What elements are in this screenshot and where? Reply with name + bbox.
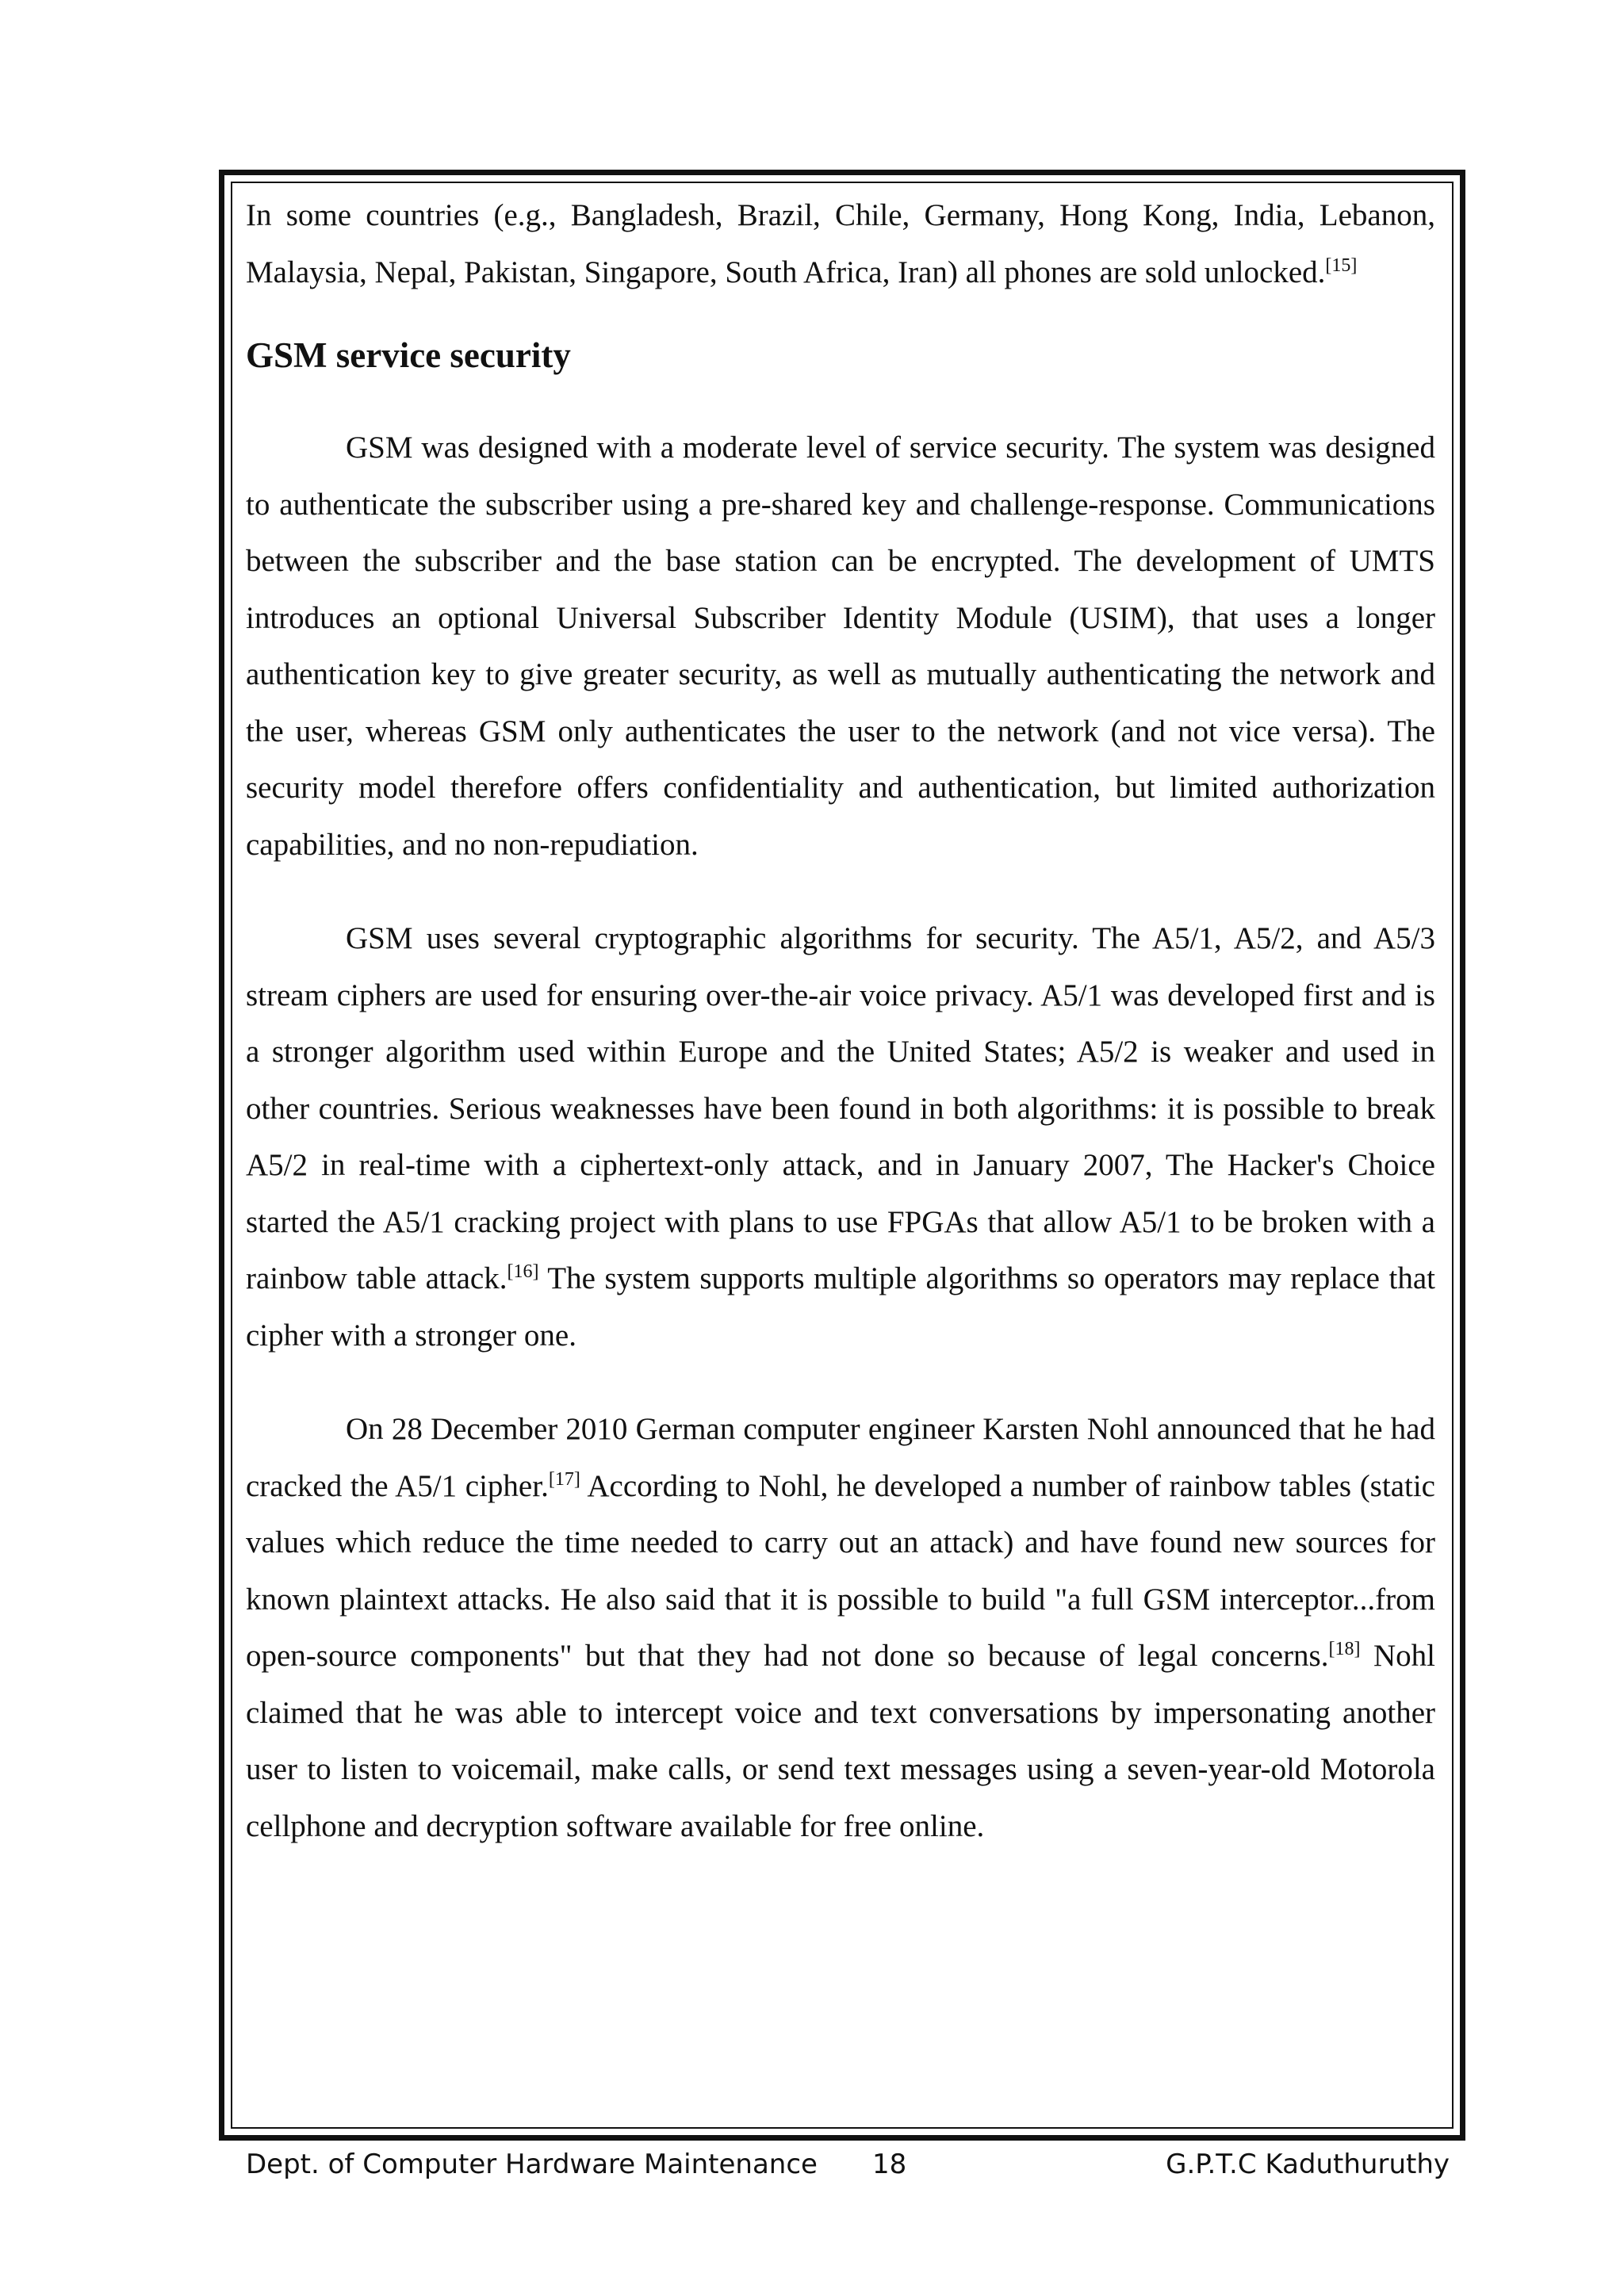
paragraph-text: GSM was designed with a moderate level of service security. The system was designed to authenticate the subscriber using a pre-shared key and challenge-response. Communications between the subscriber and the base station can be encrypted. The development of UMTS introduces an optional Universal Subscriber Identity Module (USIM), that uses a longer authentication key to give greater security, as well as mutually authenticating the network and the user, whereas GSM only authenticates the user to the network (and not vice versa). The security model therefore offers confidentiality and authentication, but limited authorization capabilities, and no non-repudiation. (246, 430, 1435, 862)
page-footer (0, 2142, 1624, 2190)
paragraph-text: Nohl claimed that he was able to intercept voice and text conversations by impersonating another user to listen to voicemail, make calls, or send text messages using a seven-year-old Motorola cellphone and decryption software available for free online. (246, 1639, 1435, 1843)
citation-ref: [18] (1328, 1639, 1361, 1659)
paragraph-nohl-cracking (246, 1401, 1435, 1854)
paragraph-service-security (246, 419, 1435, 873)
paragraph-text: According to Nohl, he developed a number of rainbow tables (static values which reduce the time needed to carry out an attack) and have found new sources for known plaintext attacks. He also said that it is possible to build "a full GSM interceptor...from open-source components" but that they had not done so because of legal concerns. (246, 1468, 1435, 1673)
citation-ref: [16] (507, 1261, 539, 1282)
paragraph-text: The system supports multiple algorithms so operators may replace that cipher with a stronger one. (246, 1261, 1435, 1353)
citation-ref: [15] (1325, 254, 1358, 276)
footer-page-number: 18 (872, 2149, 907, 2180)
section-heading: GSM service security (246, 335, 571, 375)
paragraph-text: In some countries (e.g., Bangladesh, Brazil, Chile, Germany, Hong Kong, India, Lebanon, Malaysia, Nepal, Pakistan, Singapore, South Africa, Iran) all phones are sold unlocked. (246, 198, 1435, 289)
paragraph-unlocked-phones (246, 187, 1435, 300)
citation-ref: [17] (548, 1468, 580, 1490)
footer-department: Dept. of Computer Hardware Maintenance (246, 2149, 818, 2180)
paragraph-text: GSM uses several cryptographic algorithms for security. The A5/1, A5/2, and A5/3 stream ciphers are used for ensuring over-the-air voice privacy. A5/1 was developed first and is a stronger algorithm used within Europe and the United States; A5/2 is weaker and used in other countries. Serious weaknesses have been found in both algorithms: it is possible to break A5/2 in real-time with a ciphertext-only attack, and in January 2007, The Hacker's Choice started the A5/1 cracking project with plans to use FPGAs that allow A5/1 to be broken with a rainbow table attack. (246, 921, 1435, 1295)
paragraph-text: On 28 December 2010 German computer engineer Karsten Nohl announced that he had cracked the A5/1 cipher. (246, 1412, 1435, 1503)
page-content (246, 187, 1435, 1854)
footer-institution: G.P.T.C Kaduthuruthy (1166, 2149, 1450, 2180)
paragraph-cryptographic-algorithms (246, 910, 1435, 1364)
